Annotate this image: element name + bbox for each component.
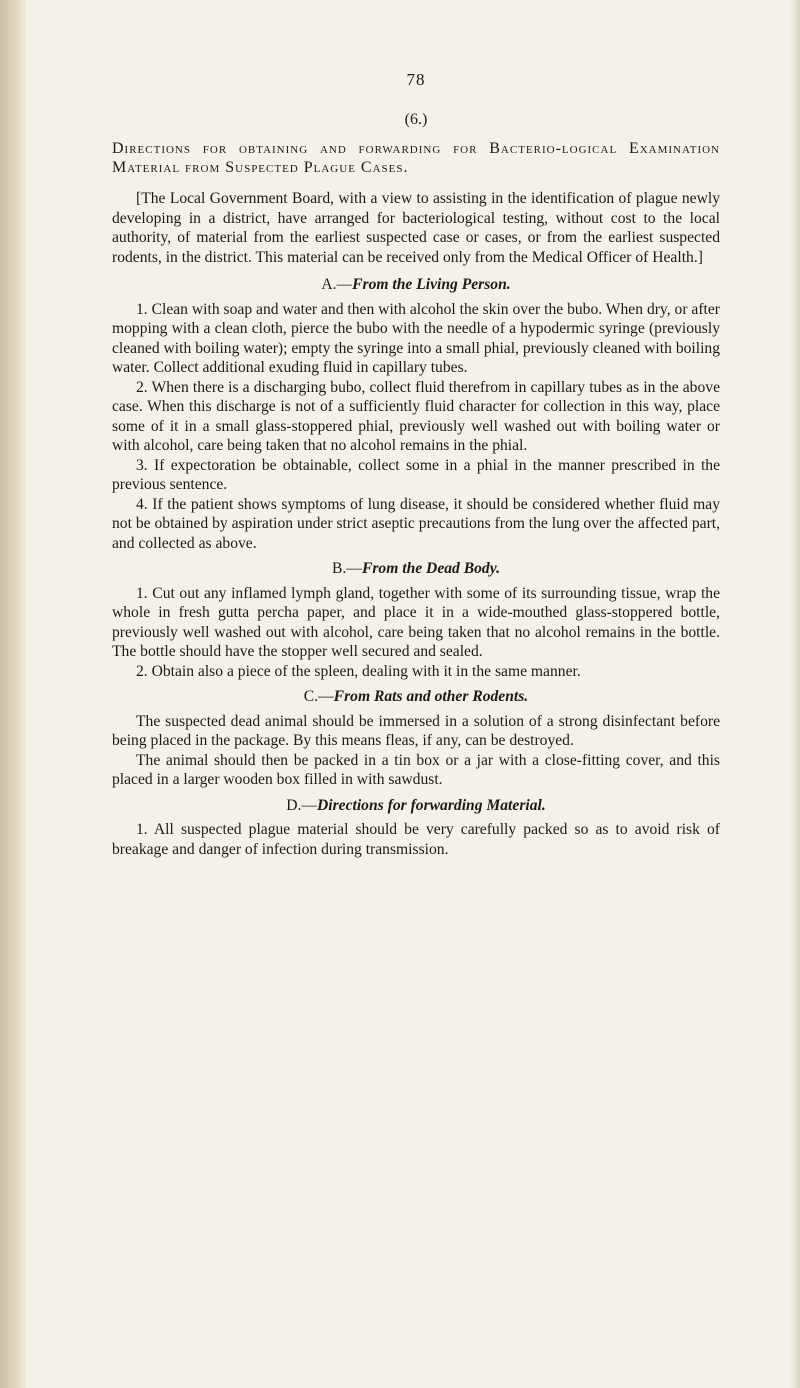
- section-label: B.—: [332, 560, 362, 577]
- document-heading: Directions for obtaining and forwarding for Bacterio-logical Examination Material from Suspected Plague Cases.: [112, 140, 720, 176]
- section-heading-c: [112, 687, 720, 707]
- intro-paragraph: [The Local Government Board, with a view to assisting in the identification of plague newly developing in a district, have arranged for bacteriological testing, without cost to the local authority, of material from the earliest suspected case or cases, or from the earliest suspected rodents, in the district. This material can be received only from the Medical Officer of Health.]: [112, 190, 720, 266]
- section-label: D.—: [286, 796, 318, 814]
- list-item: 1. All suspected plague material should be very carefully packed so as to avoid risk of breakage and danger of infection during transmission.: [112, 821, 720, 858]
- section-label: C.—: [303, 688, 334, 705]
- document-page: [112, 70, 720, 859]
- section-title: From Rats and other Rodents.: [333, 688, 529, 705]
- list-item: 2. Obtain also a piece of the spleen, dealing with it in the same manner.: [136, 662, 581, 680]
- list-item: 2. When there is a discharging bubo, collect fluid therefrom in capillary tubes as in the above case. When this discharge is not of a sufficiently fluid character for collection in this way, place some of it in a small glass-stoppered phial, previously well washed out with boiling water or with alcohol, care being taken that no alcohol remains in the phial.: [112, 378, 720, 454]
- section-title: From the Living Person.: [352, 276, 511, 293]
- section-title: From the Dead Body.: [361, 560, 500, 577]
- section-title: Directions for forwarding Material.: [317, 796, 546, 814]
- paragraph: The animal should then be packed in a tin box or a jar with a close-fitting cover, and this placed in a larger wooden box filled in with sawdust.: [112, 751, 720, 788]
- page-binding-shadow: [0, 0, 26, 1388]
- list-item: 3. If expectoration be obtainable, collect some in a phial in the manner prescribed in the previous sentence.: [112, 456, 720, 493]
- list-item: 4. If the patient shows symptoms of lung disease, it should be considered whether fluid may not be obtained by aspiration under strict aseptic precautions from the lung over the affected part, and collected as above.: [112, 495, 720, 552]
- list-item: 1. Cut out any inflamed lymph gland, together with some of its surrounding tissue, wrap the whole in fresh gutta percha paper, and place it in a wide-mouthed glass-stoppered bottle, previously well washed out with alcohol, care being taken that no alcohol remains in the bottle. The bottle should have the stopper well secured and sealed.: [112, 584, 720, 660]
- page-number: 78: [406, 70, 426, 89]
- section-heading-d: [112, 796, 720, 816]
- section-heading-b: [112, 559, 720, 579]
- page-edge-shadow: [790, 0, 800, 1388]
- paragraph: The suspected dead animal should be immersed in a solution of a strong disinfectant before being placed in the package. By this means fleas, if any, can be destroyed.: [112, 712, 720, 749]
- list-item: 1. Clean with soap and water and then with alcohol the skin over the bubo. When dry, or after mopping with a clean cloth, pierce the bubo with the needle of a hypodermic syringe (previously cleaned with boiling water); empty the syringe into a small phial, previously cleaned with boiling water. Collect additional exuding fluid in capillary tubes.: [112, 300, 720, 376]
- section-heading-a: [112, 275, 720, 295]
- section-number: (6.): [404, 110, 428, 128]
- section-label: A.—: [321, 276, 353, 293]
